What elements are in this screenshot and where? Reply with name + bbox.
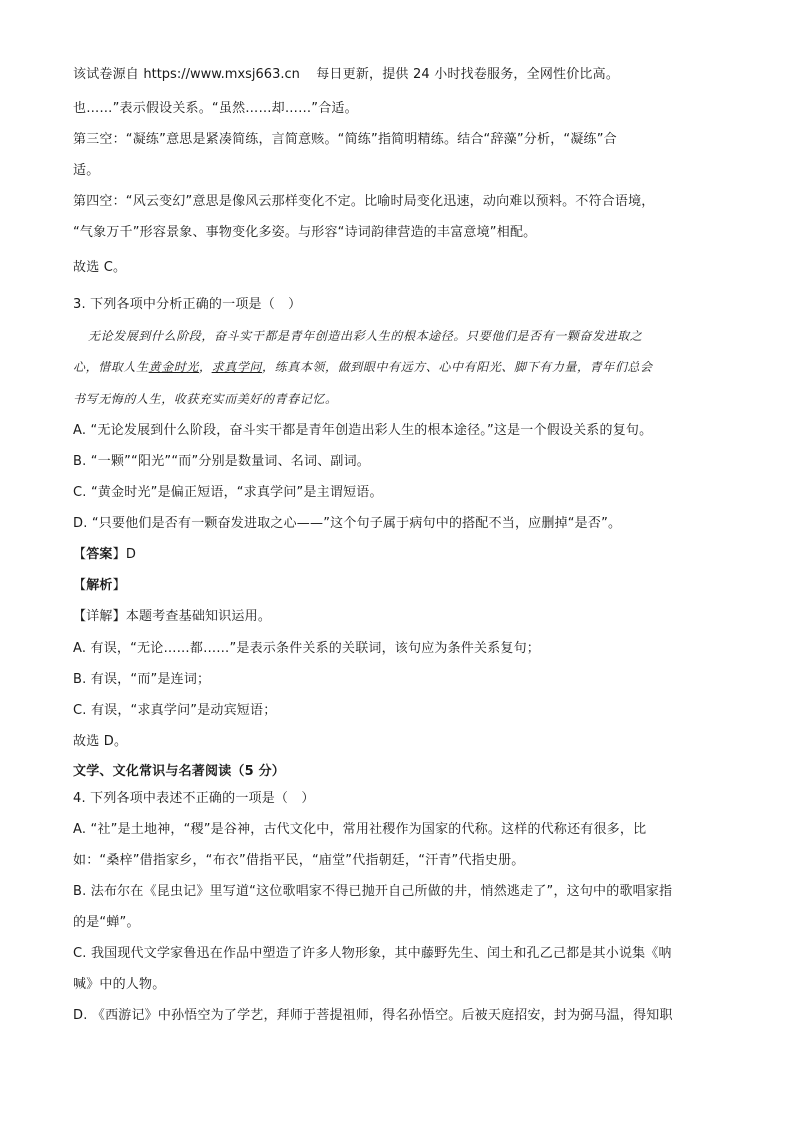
q3-analysis-tag — [73, 577, 733, 595]
bracket-left: 【 — [73, 547, 87, 562]
q3-answer — [73, 546, 733, 564]
q3-option-d: D. “只要他们是否有一颗奋发进取之心——”这个句子属于病句中的搭配不当，应删掉“是否”。 — [73, 516, 622, 531]
q4-option-a-line-1: A. “社”是土地神，“稷”是谷神，古代文化中，常用社稷作为国家的代称。这样的代称还有很多，比 — [73, 822, 647, 837]
answer-label: 答案 — [86, 547, 113, 562]
underlined-phrase: 求真学问 — [211, 360, 263, 374]
bracket-left: 【 — [73, 578, 87, 593]
passage-text: 心，惜取人生 — [73, 360, 149, 374]
bracket-right: 】 — [112, 578, 126, 593]
q3-explain-c: C. 有误，“求真学问”是动宾短语； — [73, 703, 277, 718]
header-slogan: 每日更新，提供 24 小时找卷服务，全网性价比高。 — [316, 67, 620, 82]
section-title: 文学、文化常识与名著阅读（5 分） — [73, 764, 285, 779]
q2-conclusion: 故选 C。 — [73, 260, 127, 275]
q3-explain-a: A. 有误，“无论……都……”是表示条件关系的关联词，该句应为条件关系复句； — [73, 641, 540, 656]
passage-text: ， — [199, 360, 212, 374]
q4-stem: 4. 下列各项中表述不正确的一项是（ ） — [73, 791, 315, 806]
q2-line-3: 适。 — [73, 163, 100, 178]
q3-option-b: B. “一颗”“阳光”“而”分别是数量词、名词、副词。 — [73, 454, 370, 469]
source-prefix: 该试卷源自 — [73, 67, 140, 82]
analysis-label: 解析 — [86, 578, 113, 593]
q3-passage-line-1: 无论发展到什么阶段，奋斗实干都是青年创造出彩人生的根本途径。只要他们是否有一颗奋发进取之 — [88, 329, 643, 343]
q2-line-2: 第三空：“凝练”意思是紧凑简练，言简意赅。“简练”指简明精练。结合“辞藻”分析，“凝练”合 — [73, 132, 617, 147]
q3-option-c: C. “黄金时光”是偏正短语，“求真学问”是主谓短语。 — [73, 485, 383, 500]
q2-line-4: 第四空：“风云变幻”意思是像风云那样变化不定。比喻时局变化迅速，动向难以预料。不符合语境， — [73, 194, 655, 209]
q4-option-b-line-2: 的是“蝉”。 — [73, 915, 140, 930]
source-url-link[interactable]: https://www.mxsj663.cn — [143, 67, 300, 82]
q3-option-a: A. “无论发展到什么阶段，奋斗实干都是青年创造出彩人生的根本途径。”这是一个假设关系的复句。 — [73, 423, 653, 438]
q3-passage-line-2 — [73, 358, 733, 376]
q4-option-a-line-2: 如：“桑梓”借指家乡，“布衣”借指平民，“庙堂”代指朝廷，“汗青”代指史册。 — [73, 853, 525, 868]
bracket-right: 】 — [112, 547, 126, 562]
underlined-phrase: 黄金时光 — [148, 360, 200, 374]
q2-line-5: “气象万千”形容景象、事物变化多姿。与形容“诗词韵律营造的丰富意境”相配。 — [73, 225, 537, 240]
detail-text: 本题考查基础知识运用。 — [125, 609, 272, 624]
q4-option-c-line-1: C. 我国现代文学家鲁迅在作品中塑造了许多人物形象，其中藤野先生、闰土和孔乙己都是其小说集《呐 — [73, 946, 672, 961]
q4-option-d-line-1: D. 《西游记》中孙悟空为了学艺，拜师于菩提祖师，得名孙悟空。后被天庭招安，封为弼马温，得知职 — [73, 1008, 673, 1023]
q3-detail — [73, 608, 733, 626]
q3-conclusion: 故选 D。 — [73, 734, 128, 749]
passage-text: ，练真本领，做到眼中有远方、心中有阳光、脚下有力量，青年们总会 — [262, 360, 653, 374]
source-header — [73, 66, 733, 84]
q3-passage-line-3: 书写无悔的人生，收获充实而美好的青春记忆。 — [73, 392, 338, 406]
q2-line-1: 也……”表示假设关系。“虽然……却……”合适。 — [73, 101, 358, 116]
detail-label: 【详解】 — [73, 609, 126, 624]
q4-option-b-line-1: B. 法布尔在《昆虫记》里写道“这位歌唱家不得已抛开自己所做的井，悄然逃走了”，这句中的歌唱家指 — [73, 884, 673, 899]
answer-value: D — [125, 547, 137, 562]
q3-stem: 3. 下列各项中分析正确的一项是（ ） — [73, 297, 302, 312]
q3-explain-b: B. 有误，“而”是连词； — [73, 672, 211, 687]
q4-option-c-line-2: 喊》中的人物。 — [73, 977, 166, 992]
